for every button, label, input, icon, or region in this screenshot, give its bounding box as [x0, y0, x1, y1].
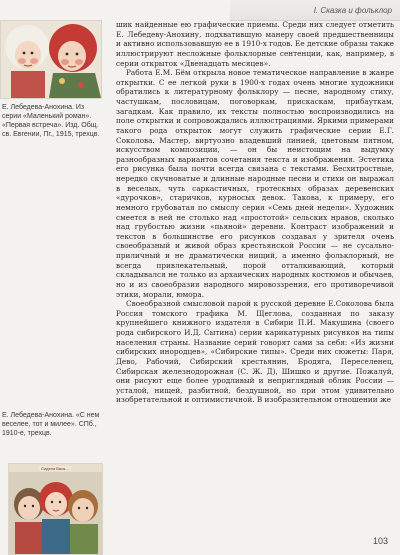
- figure-illustration-top: [0, 20, 102, 99]
- postcard-children-illustration: [9, 464, 102, 554]
- postcard-girls-illustration: [1, 21, 101, 98]
- page-number: 103: [372, 536, 388, 546]
- figure-caption: Е. Лебедева-Анохина. «С нем веселее, тот и милее». СПб., 1910-е, трехцв.: [2, 412, 100, 437]
- figure-illustration-bottom: [8, 463, 103, 555]
- figure-caption: Е. Лебедева-Анохина. Из серии «Маленький роман». «Первая встреча». Изд. Общ. св. Евгении, Пг., 1915, трехцв.: [2, 104, 100, 138]
- main-text-column: [116, 20, 394, 405]
- text-paragraph: шик найденные ею графические приемы. Среди них следует отметить Е. Лебедеву-Анохину, подхватившую манеру своей предшественницы и активно использовавшую ее в 1910-х годов. Ее детские образы также иллюстрируют несложные фольклорные сентенции, как, например, в серии открыток «Двенадцать месяцев».: [116, 20, 394, 68]
- postcard-title-label: Сидела Вася...: [41, 466, 69, 471]
- running-head: I. Сказка и фольклор: [230, 0, 400, 21]
- text-paragraph: Работа Е.М. Бём открыла новое тематическое направление в жанре открытки. С ее легкой руки в 1900-х годах очень многие художники обратились к литературному фольклору — песне, народному стиху, частушкам, пословицам, поговоркам, прискаскам, прибауткам, загадкам. Как правило, их тексты полностью воспроизводились на поле открытки и сопровождались иллюстрациями. Яркими примерами такого рода открыток могут служить графические серии Е.Г. Соколова. Мастер, виртуозно владевший линией, цветовым пятном, искусством композиции, — он бы неистощим на выдумку разнообразных вариантов сочетания текста и изображения. Эстетика его рисунка была почти всегда связана с текстами. Бесхитростные, нередко скучноватые и длинные народные песни и стихи он выражал в веселых, чуть саркастичных, гротескных образах деревенских «дурочков», старичков, курносых девок. Такова, к примеру, его немного грубоватая по смыслу серия «Семь дней недели». Художник смеется в ней не столько над «простотой» сельских нравов, сколько над грубостью жизни «пьяной» деревни. Контраст изображений и текстов в большинстве его рисунков создавал у зрителя очень своеобразный и живой образ крестьянской России — не сусально-приличный и не драматически нищий, а именно фольклорный, не всегда привлекательный, порой отталкивающий, который складывался не только из архаических народных костюмов и обычаев, но и из своеобразия народного мировоззрения, его противоречивой этики, морали, юмора.: [116, 68, 394, 299]
- text-paragraph: Своеобразной смысловой парой к русской деревне Е.Соколова была Россия томского графика М. Щеглова, созданная по заказу крупнейшего книжного издателя в Сибири П.И. Макушина (своего рода сибирского И.Д. Сытина) серии карикатурных рисунков на типы населения страны. Название серий говорят сами за себя: «Из жизни сибирских инородцев», «Сибирские типы». Среди них сюжеты: Паря, Дево, Рабочий, Сибирский крестьянин, Бродяга, Переселенец, Сибирская железнодорожная (С. Ж. Д), Шишко и другие. Пожалуй, они рисуют еще более уродливый и неприглядный облик России — усталой, нищей, разбитной, бездушной, но при этом удивительно изобретательной и оптимистичной. В изобразительном отношении же: [116, 299, 394, 405]
